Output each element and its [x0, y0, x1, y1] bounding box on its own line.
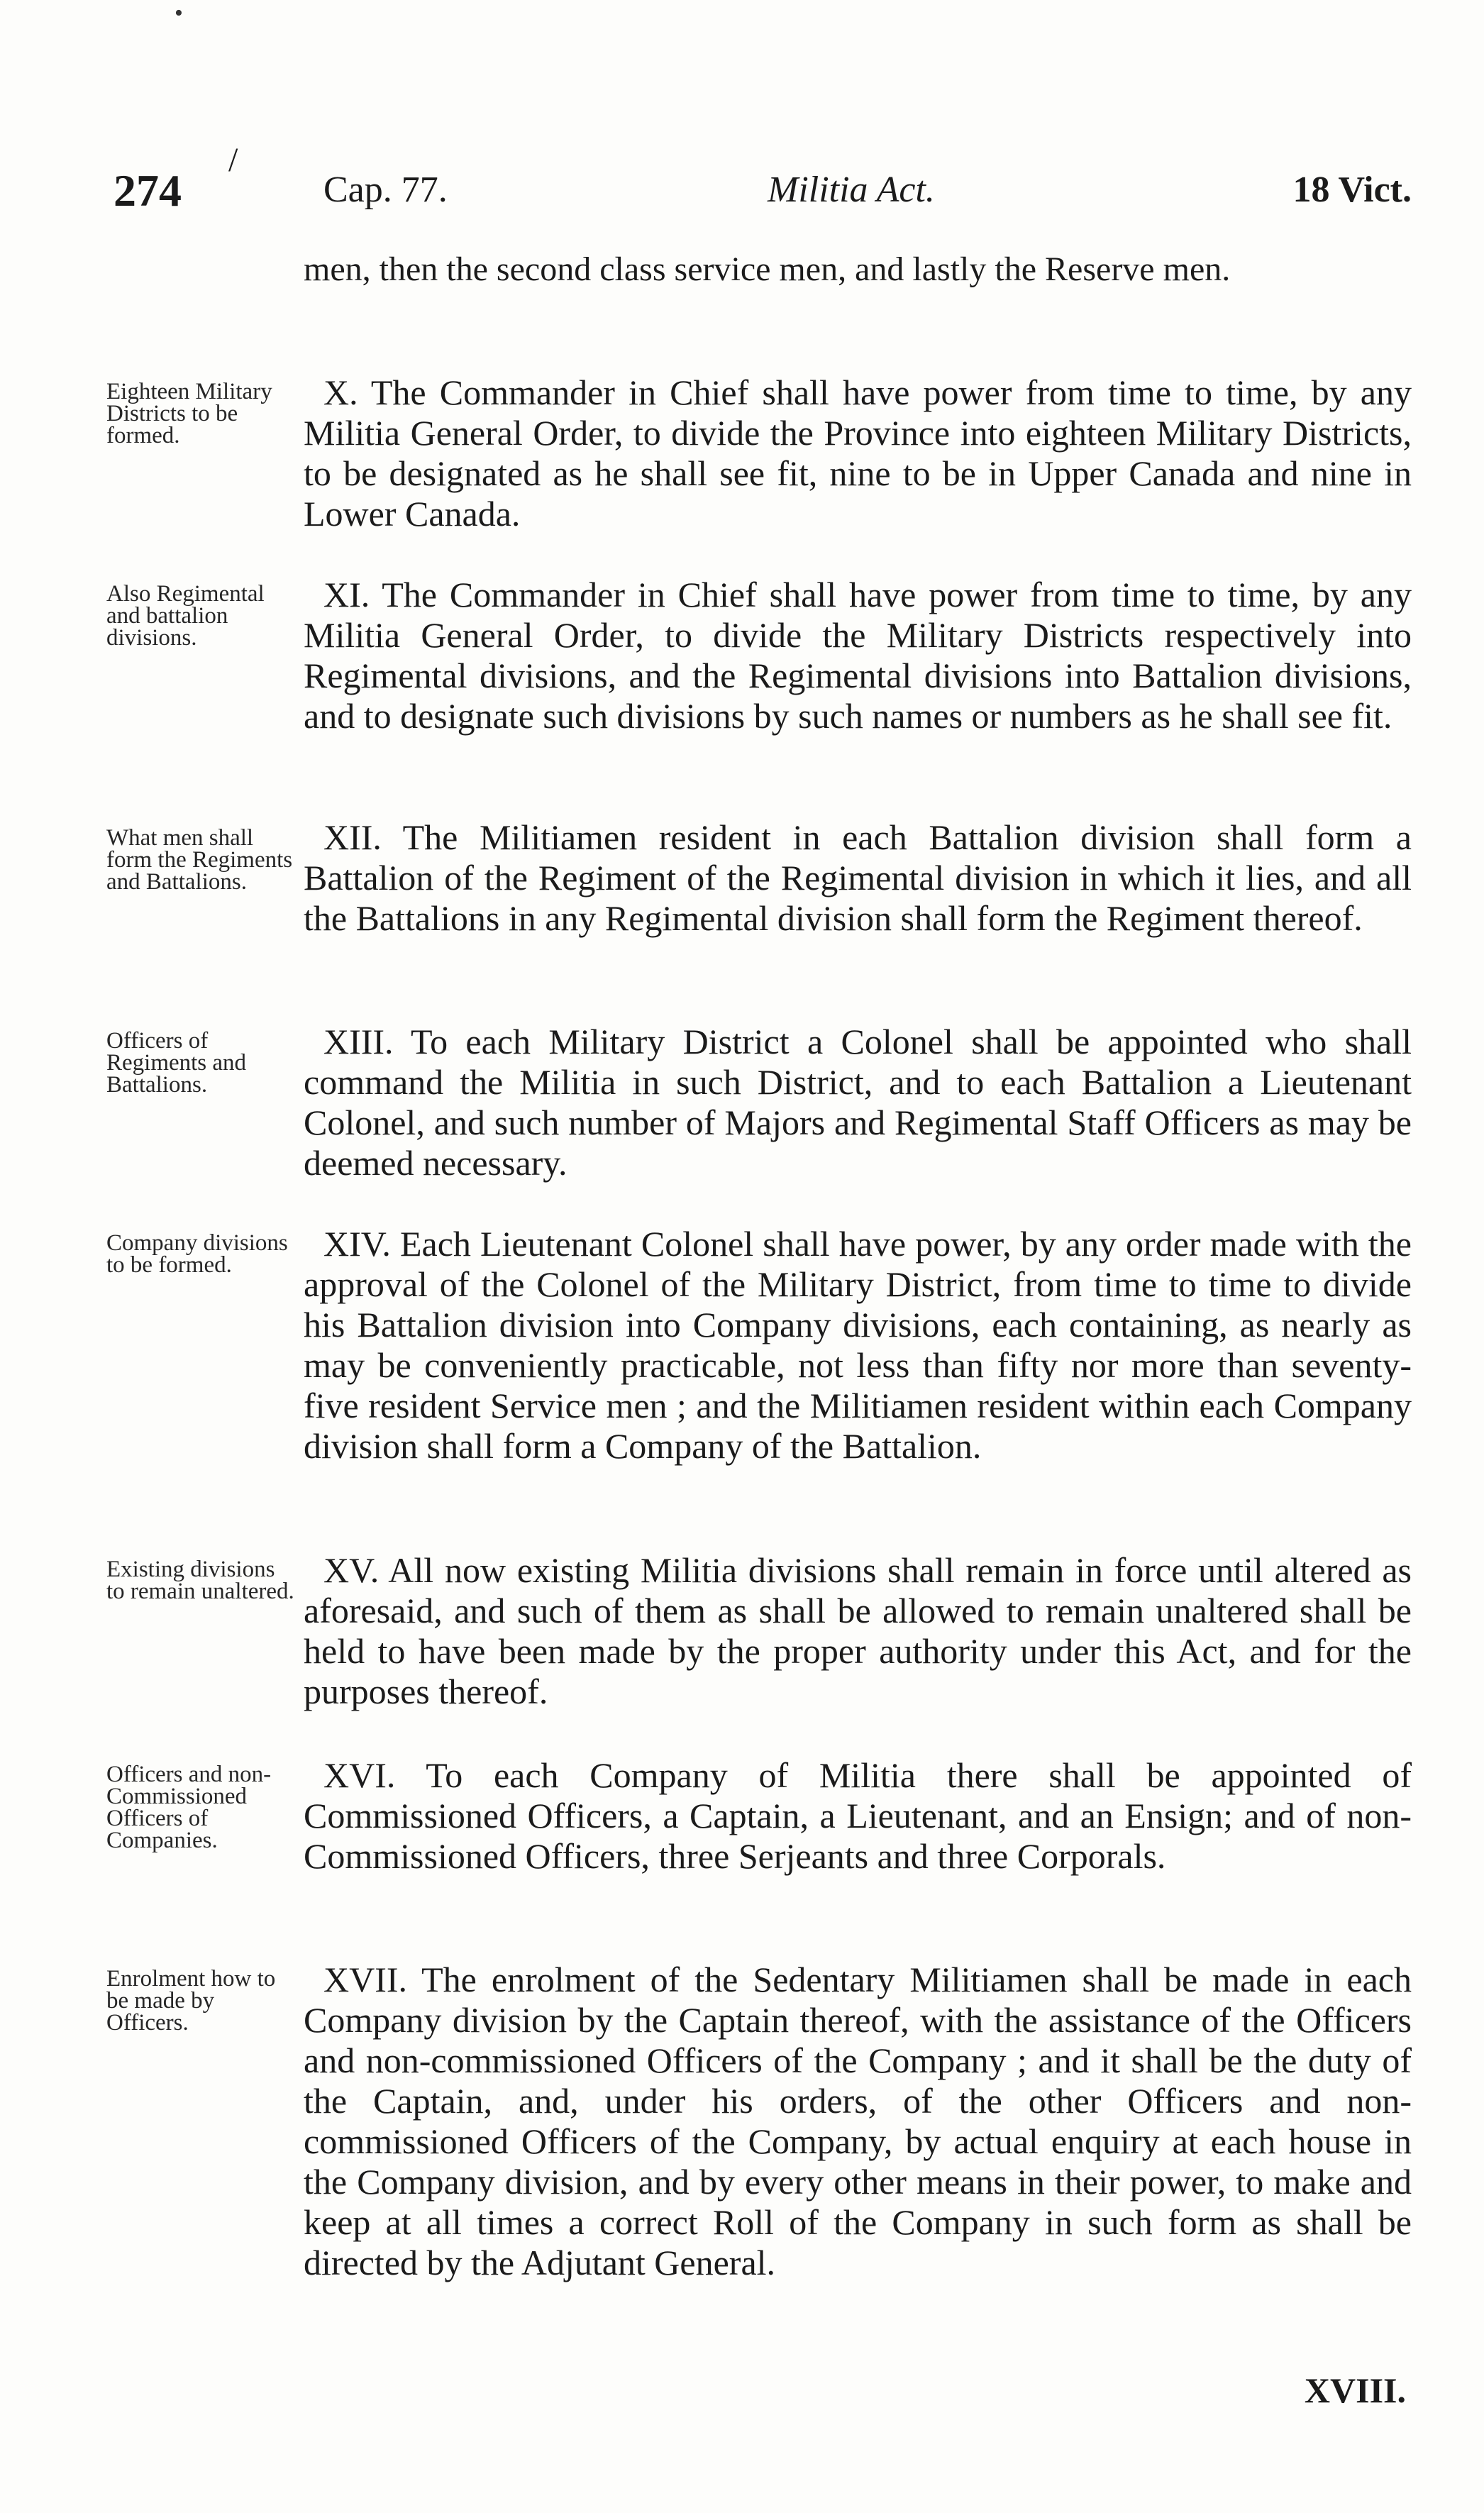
section-text: XIV. Each Lieutenant Colonel shall have power, by any order made with the approval of the Colonel of the Military District, from time to time to divide his Battalion division into Company divisions, each containing, as nearly as may be conveniently practicable, not less than fifty nor more than seventy-five resident Service men ; and the Militiamen resident within each Company division shall form a Company of the Battalion.	[304, 1224, 1412, 1466]
marginal-note: Existing divisions to remain unaltered.	[106, 1557, 294, 1604]
marginal-note: Enrolment how to be made by Officers.	[106, 1966, 276, 2036]
marginal-note: Officers and non-Commissioned Officers of Companies.	[106, 1762, 272, 1853]
marginal-note: Company divisions to be formed.	[106, 1230, 288, 1278]
section-text: X. The Commander in Chief shall have power from time to time, by any Militia General Order, to divide the Province into eighteen Military Districts, to be designated as he shall see fit, nine to be in Upper Canada and nine in Lower Canada.	[304, 372, 1412, 534]
running-header	[113, 141, 1412, 221]
chapter-label: Cap. 77.	[323, 170, 448, 210]
section-text: XV. All now existing Militia divisions shall remain in force until altered as aforesaid, and such of them as shall be allowed to remain unaltered shall be held to have been made by the proper authority under this Act, and for the purposes thereof.	[304, 1550, 1412, 1711]
section-text: XVI. To each Company of Militia there shall be appointed of Commissioned Officers, a Captain, a Lieutenant, and an Ensign; and of non-Commissioned Officers, three Serjeants and three Corporals.	[304, 1755, 1412, 1876]
section-text: XII. The Militiamen resident in each Battalion division shall form a Battalion of the Regiment of the Regimental division in which it lies, and all the Battalions in any Regimental division shall form the Regiment thereof.	[304, 817, 1412, 938]
catchword: XVIII.	[1304, 2370, 1406, 2410]
marginal-note: Also Regimental and battalion divisions.	[106, 581, 265, 651]
ink-speck: •	[175, 0, 183, 26]
running-title: Militia Act.	[768, 170, 935, 210]
regnal-year: 18 Vict.	[1292, 170, 1412, 210]
marginal-note: Eighteen Military Districts to be formed.	[106, 379, 272, 448]
marginal-note: What men shall form the Regiments and Battalions.	[106, 825, 293, 895]
page-number: 274	[113, 165, 182, 216]
section-text: XI. The Commander in Chief shall have power from time to time, by any Militia General Order, to divide the Military Districts respectively into Regimental divisions, and the Regimental divisions into Battalion divisions, and to designate such divisions by such names or numbers as he shall see fit.	[304, 575, 1412, 736]
continued-text: men, then the second class service men, and lastly the Reserve men.	[304, 250, 1231, 288]
section-text: XIII. To each Military District a Colonel shall be appointed who shall command the Militia in such District, and to each Battalion a Lieutenant Colonel, and such number of Majors and Regimental Staff Officers as may be deemed necessary.	[304, 1022, 1412, 1183]
page-mark: /	[228, 141, 238, 179]
marginal-note: Officers of Regiments and Battalions.	[106, 1028, 247, 1098]
section-text: XVII. The enrolment of the Sedentary Militiamen shall be made in each Company division by the Captain thereof, with the assistance of the Officers and non-commissioned Officers of the Company ; and it shall be the duty of the Captain, and, under his orders, of the other Officers and non-commissioned Officers of the Company, by actual enquiry at each house in the Company division, and by every other means in their power, to make and keep at all times a correct Roll of the Company in such form as shall be directed by the Adjutant General.	[304, 1960, 1412, 2282]
